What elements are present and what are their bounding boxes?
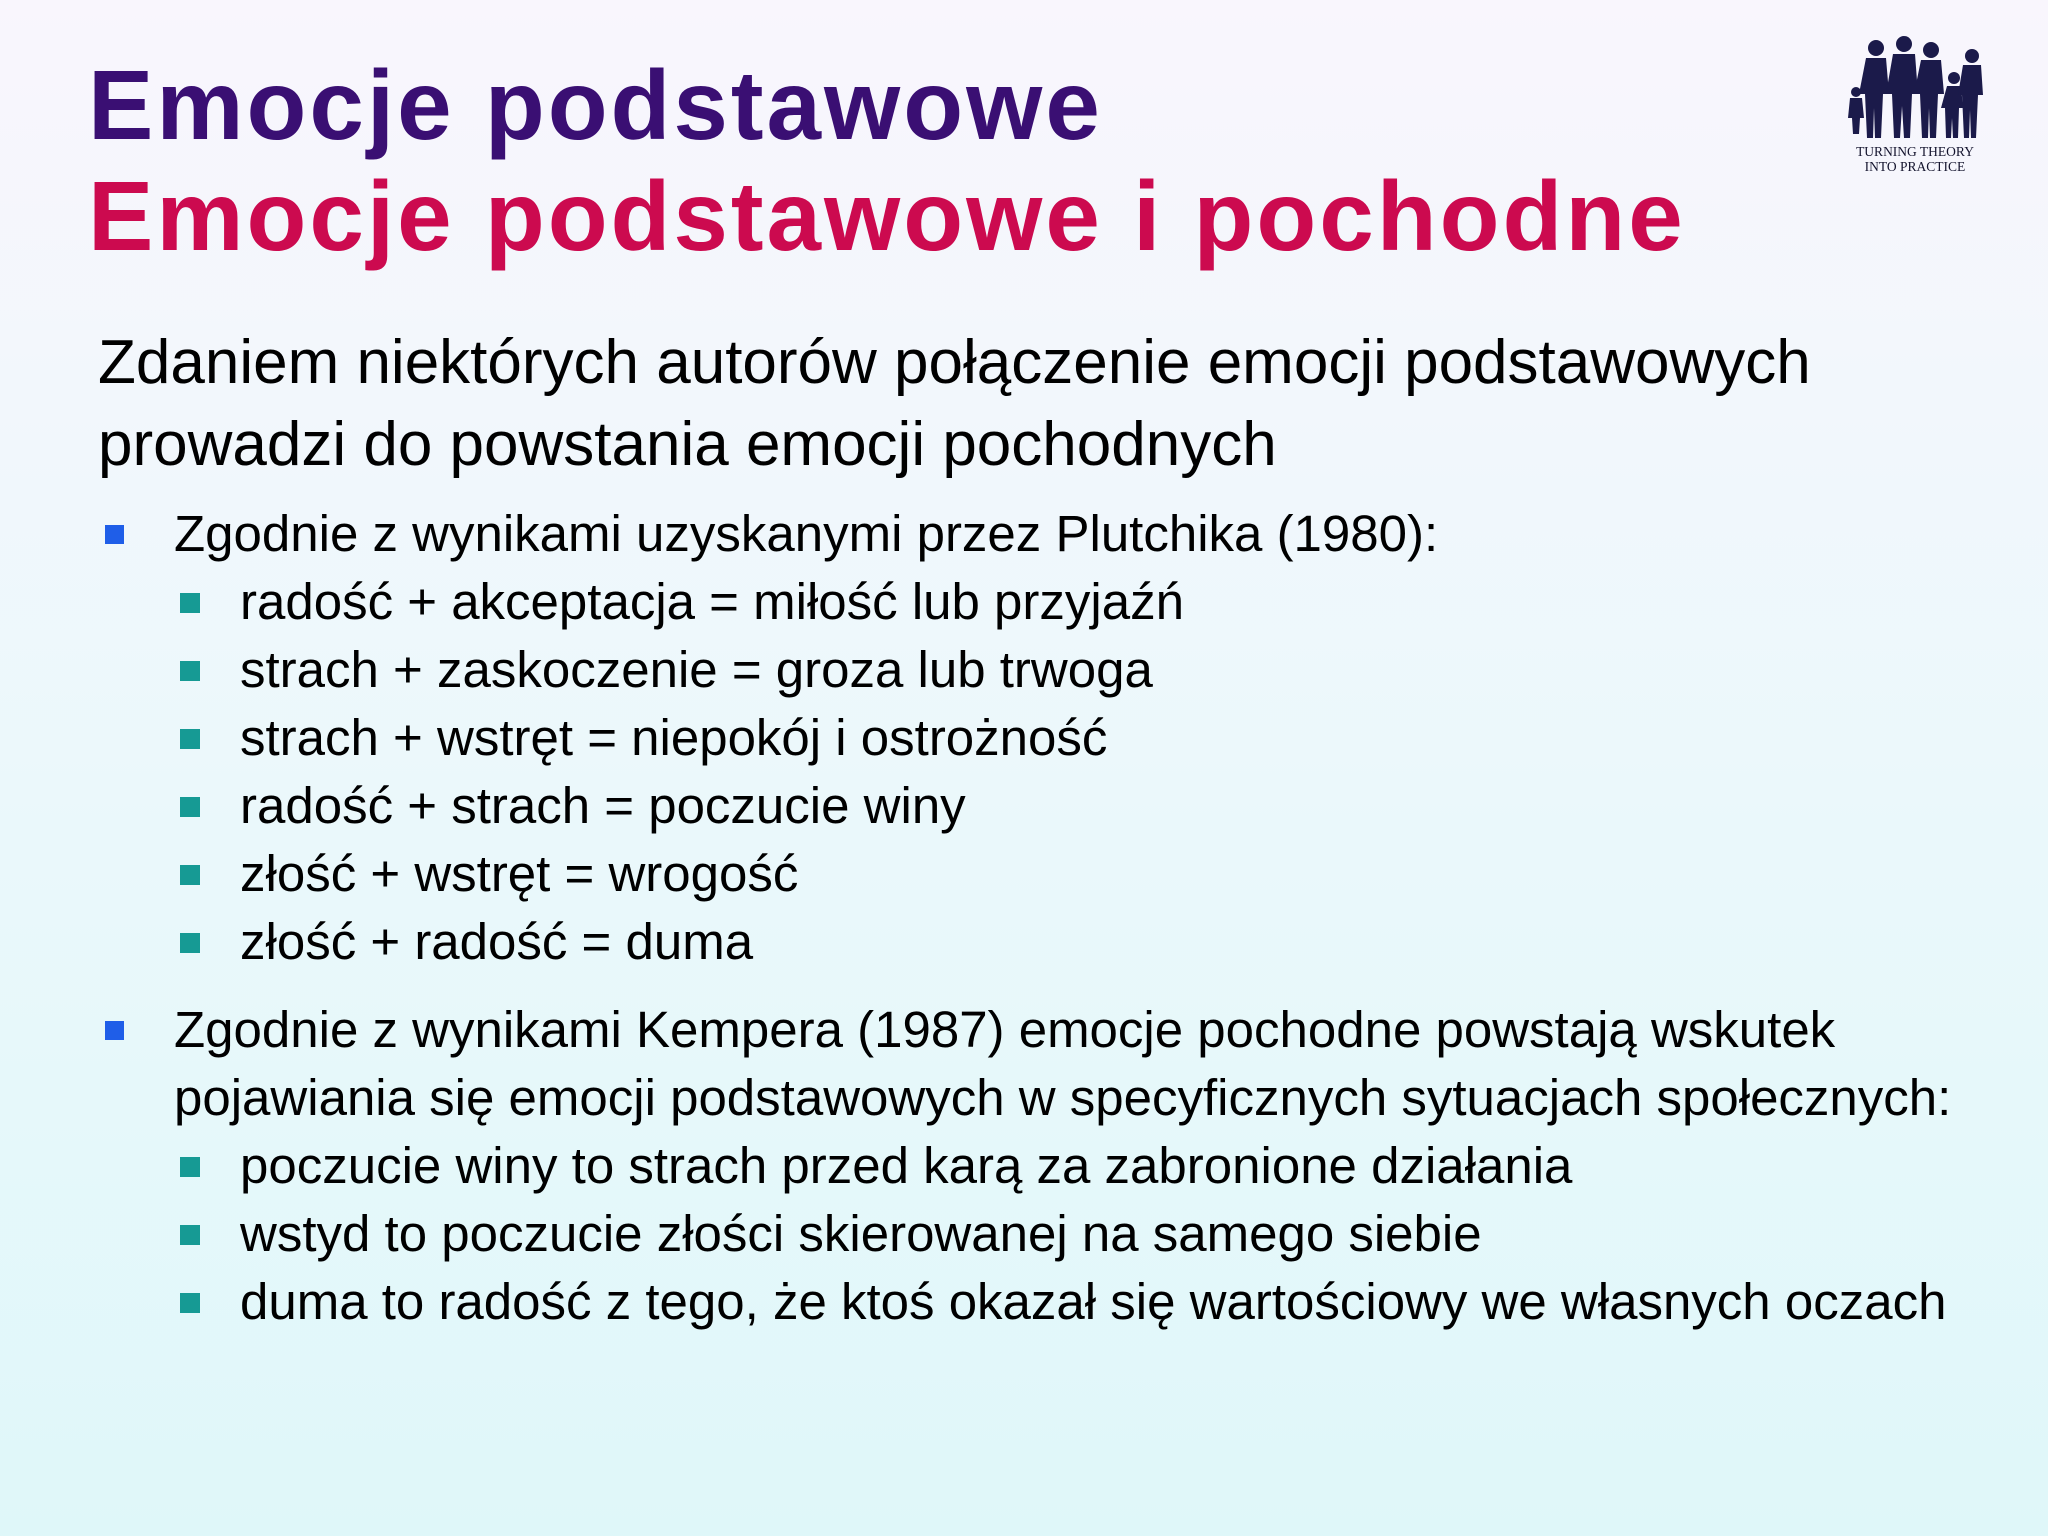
slide-body	[98, 322, 2008, 1336]
section-kemper	[98, 996, 2008, 1336]
list-item	[174, 1200, 2008, 1268]
list-item	[174, 636, 2008, 704]
section-heading: Zgodnie z wynikami Kempera (1987) emocje pochodne powstają wskutek pojawiania się emocji podstawowych w specyficznych sytuacjach społecznych:	[174, 1001, 1952, 1126]
list-item-text: duma to radość z tego, że ktoś okazał się wartościowy we własnych oczach	[240, 1273, 1947, 1330]
slide-subtitle: Emocje podstawowe i pochodne	[88, 161, 1686, 271]
list-item-text: strach + zaskoczenie = groza lub trwoga	[240, 641, 1153, 698]
slide-title: Emocje podstawowe	[88, 50, 1103, 160]
family-silhouette-logo-icon	[1846, 34, 1984, 144]
square-bullet-icon	[180, 865, 200, 885]
square-bullet-icon	[180, 1157, 200, 1177]
list-item	[174, 772, 2008, 840]
list-item-text: wstyd to poczucie złości skierowanej na samego siebie	[240, 1205, 1482, 1262]
square-bullet-icon	[180, 1225, 200, 1245]
logo	[1846, 34, 1984, 184]
logo-tagline-1: TURNING THEORY	[1856, 144, 1974, 159]
square-bullet-icon	[180, 933, 200, 953]
square-bullet-icon	[180, 661, 200, 681]
list-item	[174, 908, 2008, 976]
square-bullet-icon	[180, 1293, 200, 1313]
square-bullet-icon	[105, 525, 124, 544]
list-item-text: złość + wstręt = wrogość	[240, 845, 799, 902]
logo-tagline-2: INTO PRACTICE	[1864, 159, 1966, 174]
section-heading: Zgodnie z wynikami uzyskanymi przez Plutchika (1980):	[174, 505, 1439, 562]
list-item	[174, 704, 2008, 772]
list-item-text: strach + wstręt = niepokój i ostrożność	[240, 709, 1108, 766]
square-bullet-icon	[105, 1021, 124, 1040]
list-item-text: poczucie winy to strach przed karą za zabronione działania	[240, 1137, 1573, 1194]
list-item	[174, 568, 2008, 636]
list-item-text: radość + strach = poczucie winy	[240, 777, 966, 834]
list-item-text: radość + akceptacja = miłość lub przyjaźń	[240, 573, 1184, 630]
section-plutchik	[98, 500, 2008, 976]
square-bullet-icon	[180, 729, 200, 749]
intro-text: Zdaniem niektórych autorów połączenie emocji podstawowych prowadzi do powstania emocji pochodnych	[98, 328, 1811, 479]
list-item	[174, 1268, 2008, 1336]
list-item	[174, 1132, 2008, 1200]
square-bullet-icon	[180, 593, 200, 613]
list-item	[174, 840, 2008, 908]
list-item-text: złość + radość = duma	[240, 913, 754, 970]
square-bullet-icon	[180, 797, 200, 817]
